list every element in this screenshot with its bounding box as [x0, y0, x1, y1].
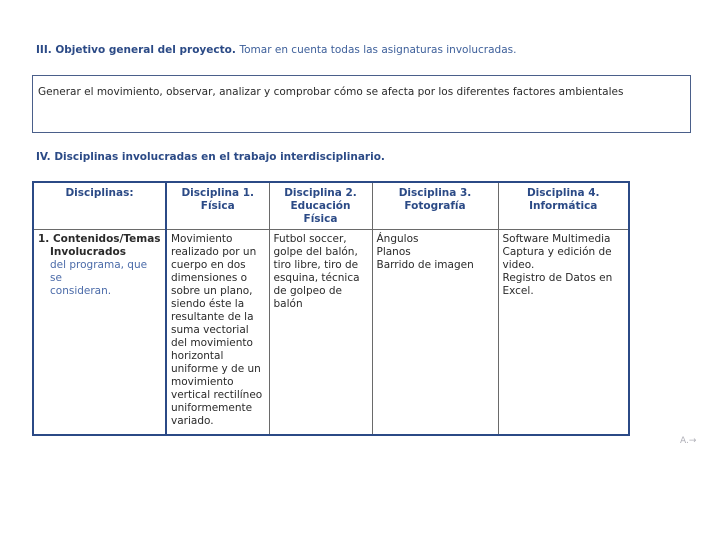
section-3-heading-rest: Tomar en cuenta todas las asignaturas involucradas.	[239, 44, 517, 56]
section-4-heading-bold: IV. Disciplinas involucradas en el trabajo interdisciplinario.	[36, 151, 385, 163]
page-mark: A.→	[680, 436, 697, 446]
table-header-row	[33, 182, 629, 230]
header-disciplina-2: Disciplina 2. Educación Física	[269, 182, 372, 230]
header-disciplinas: Disciplinas:	[33, 182, 166, 230]
row-label-contenidos: 1. Contenidos/Temas Involucrados del programa, que se consideran.	[33, 230, 166, 436]
disciplines-table	[32, 181, 630, 436]
section-4-heading	[36, 151, 385, 163]
header-disciplina-1: Disciplina 1. Física	[166, 182, 269, 230]
section-3-heading-bold: III. Objetivo general del proyecto.	[36, 44, 236, 56]
cell-informatica: Software Multimedia Captura y edición de video. Registro de Datos en Excel.	[498, 230, 629, 436]
cell-fotografia: Ángulos Planos Barrido de imagen	[372, 230, 498, 436]
objective-text: Generar el movimiento, observar, analizar y comprobar cómo se afecta por los diferentes factores ambientales	[38, 86, 624, 98]
header-disciplina-4: Disciplina 4. Informática	[498, 182, 629, 230]
table-row	[33, 230, 629, 436]
cell-fisica: Movimiento realizado por un cuerpo en dos dimensiones o sobre un plano, siendo éste la resultante de la suma vectorial del movimiento horizontal uniforme y de un movimiento vertical rectilíneo uniformemente variado.	[166, 230, 269, 436]
objective-text-box	[32, 75, 691, 133]
cell-educacion-fisica: Futbol soccer, golpe del balón, tiro libre, tiro de esquina, técnica de golpeo de balón	[269, 230, 372, 436]
section-3-heading	[36, 44, 516, 56]
header-disciplina-3: Disciplina 3. Fotografía	[372, 182, 498, 230]
